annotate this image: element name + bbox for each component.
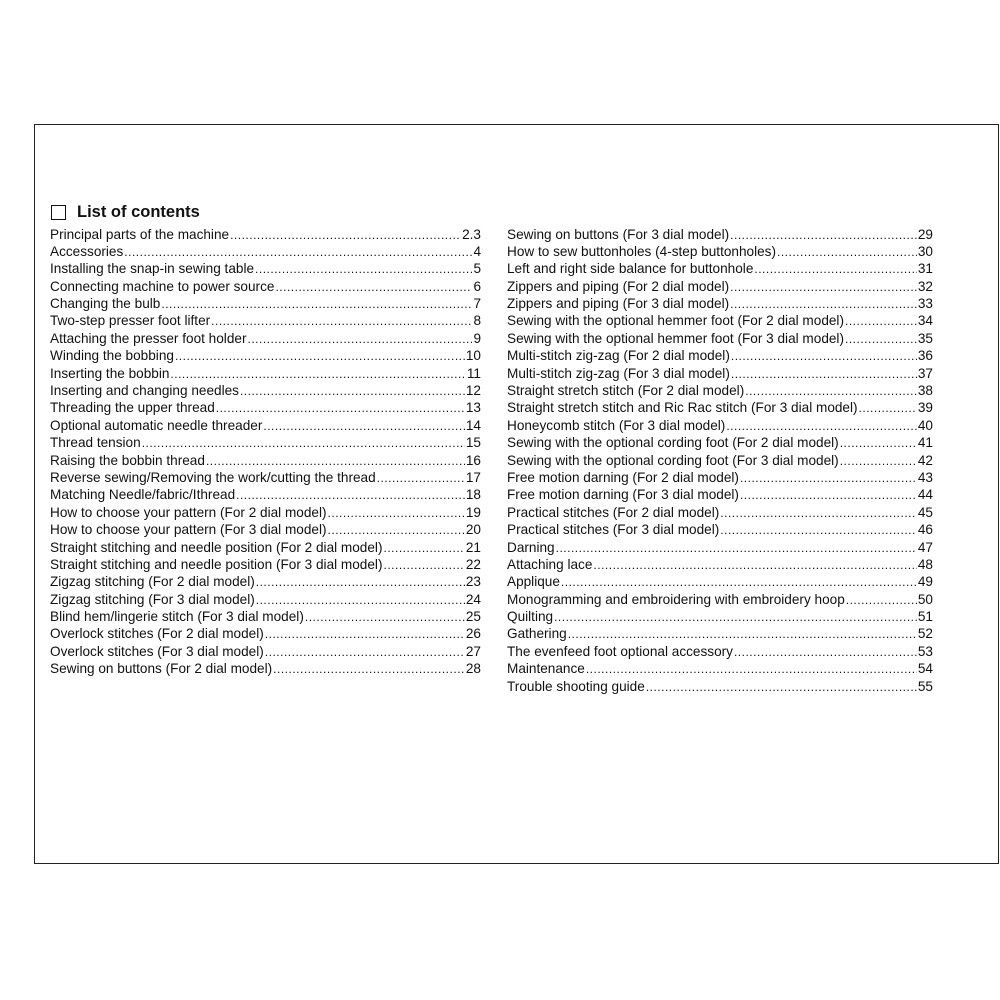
toc-entry-page: 54 — [917, 661, 933, 677]
toc-entry-page: 17 — [465, 469, 481, 485]
toc-entry-page: 27 — [465, 643, 481, 659]
toc-entry — [507, 278, 933, 295]
toc-entry — [50, 556, 481, 573]
toc-entry — [50, 625, 481, 642]
toc-dot-leader — [377, 470, 465, 486]
toc-entry-title: Gathering — [507, 626, 567, 642]
toc-dot-leader — [720, 505, 917, 521]
toc-dot-leader — [845, 313, 917, 329]
toc-entry-title: How to sew buttonholes (4-step buttonholes) — [507, 243, 777, 259]
toc-entry-page: 6 — [473, 278, 481, 294]
toc-dot-leader — [255, 261, 472, 277]
toc-dot-leader — [556, 540, 917, 556]
toc-entry-page: 15 — [465, 435, 481, 451]
toc-entry-title: Monogramming and embroidering with embroidery hoop — [507, 591, 845, 607]
toc-dot-leader — [754, 261, 917, 277]
toc-entry-page: 18 — [465, 487, 481, 503]
toc-entry-page: 28 — [465, 661, 481, 677]
toc-entry-page: 41 — [917, 435, 933, 451]
toc-entry-page: 5 — [473, 261, 481, 277]
toc-entry — [507, 260, 933, 277]
toc-entry — [507, 347, 933, 364]
toc-entry-title: Reverse sewing/Removing the work/cutting the thread — [50, 469, 376, 485]
toc-entry-page: 44 — [917, 487, 933, 503]
toc-entry-title: Multi-stitch zig-zag (For 3 dial model) — [507, 365, 730, 381]
toc-entry — [50, 260, 481, 277]
toc-entry-title: Trouble shooting guide — [507, 678, 645, 694]
toc-dot-leader — [211, 313, 472, 329]
toc-entry-page: 52 — [917, 626, 933, 642]
toc-entry — [507, 226, 933, 243]
toc-dot-leader — [840, 453, 917, 469]
toc-entry-title: Thread tension — [50, 435, 141, 451]
toc-entry-page: 23 — [465, 574, 481, 590]
toc-dot-leader — [646, 679, 917, 695]
toc-dot-leader — [726, 418, 917, 434]
contents-heading — [51, 203, 200, 222]
toc-dot-leader — [124, 244, 472, 260]
toc-entry-page: 43 — [917, 469, 933, 485]
toc-dot-leader — [170, 366, 465, 382]
toc-dot-leader — [586, 661, 917, 677]
toc-dot-leader — [305, 609, 465, 625]
toc-dot-leader — [256, 592, 465, 608]
toc-dot-leader — [840, 435, 917, 451]
toc-entry-page: 26 — [465, 626, 481, 642]
toc-entry-title: Overlock stitches (For 3 dial model) — [50, 643, 264, 659]
toc-entry-title: Sewing on buttons (For 3 dial model) — [507, 226, 730, 242]
toc-dot-leader — [236, 487, 465, 503]
toc-dot-leader — [275, 279, 472, 295]
toc-entry — [507, 295, 933, 312]
toc-entry — [507, 625, 933, 642]
toc-entry-page: 8 — [473, 313, 481, 329]
toc-dot-leader — [740, 470, 917, 486]
toc-entry — [50, 660, 481, 677]
toc-entry-page: 21 — [465, 539, 481, 555]
toc-entry-title: Practical stitches (For 3 dial model) — [507, 522, 720, 538]
toc-entry-title: Maintenance — [507, 661, 585, 677]
toc-entry — [507, 643, 933, 660]
toc-entry-title: Installing the snap-in sewing table — [50, 261, 255, 277]
toc-entry — [50, 382, 481, 399]
toc-entry-page: 55 — [917, 678, 933, 694]
toc-entry-page: 51 — [917, 609, 933, 625]
toc-entry — [50, 608, 481, 625]
toc-entry — [507, 417, 933, 434]
toc-entry — [50, 643, 481, 660]
toc-entry-title: Attaching the presser foot holder — [50, 330, 247, 346]
toc-entry-title: Sewing with the optional hemmer foot (For 3 dial model) — [507, 330, 844, 346]
toc-entry — [50, 365, 481, 382]
toc-entry-page: 24 — [465, 591, 481, 607]
toc-entry-title: Connecting machine to power source — [50, 278, 275, 294]
toc-entry-page: 16 — [465, 452, 481, 468]
toc-entry-page: 19 — [465, 504, 481, 520]
toc-entry — [507, 243, 933, 260]
toc-entry-title: Two-step presser foot lifter — [50, 313, 211, 329]
toc-entry-page: 11 — [466, 365, 481, 381]
toc-entry-title: How to choose your pattern (For 3 dial model) — [50, 522, 327, 538]
toc-entry-title: Straight stitching and needle position (For 3 dial model) — [50, 556, 383, 572]
toc-entry — [507, 469, 933, 486]
toc-entry-title: Optional automatic needle threader — [50, 417, 263, 433]
toc-entry-page: 50 — [917, 591, 933, 607]
toc-dot-leader — [846, 592, 917, 608]
toc-entry — [507, 504, 933, 521]
toc-entry-title: Zippers and piping (For 2 dial model) — [507, 278, 730, 294]
toc-dot-leader — [240, 383, 465, 399]
toc-dot-leader — [265, 644, 465, 660]
toc-entry-page: 49 — [917, 574, 933, 590]
toc-dot-leader — [142, 435, 465, 451]
toc-entry — [507, 330, 933, 347]
toc-right-column — [507, 226, 933, 696]
toc-dot-leader — [561, 574, 917, 590]
toc-entry-title: How to choose your pattern (For 2 dial model) — [50, 504, 327, 520]
toc-entry-page: 39 — [917, 400, 933, 416]
toc-entry-page: 35 — [917, 330, 933, 346]
toc-entry — [50, 452, 481, 469]
toc-entry-page: 9 — [473, 330, 481, 346]
toc-dot-leader — [777, 244, 917, 260]
toc-entry — [50, 278, 481, 295]
toc-dot-leader — [383, 557, 464, 573]
toc-dot-leader — [206, 453, 465, 469]
toc-entry — [507, 399, 933, 416]
toc-entry-page: 45 — [917, 504, 933, 520]
toc-entry-title: Multi-stitch zig-zag (For 2 dial model) — [507, 348, 730, 364]
toc-entry-page: 7 — [473, 296, 481, 312]
toc-dot-leader — [161, 296, 472, 312]
toc-entry — [507, 591, 933, 608]
toc-entry-title: Principal parts of the machine — [50, 226, 230, 242]
toc-entry-page: 37 — [917, 365, 933, 381]
toc-dot-leader — [745, 383, 917, 399]
toc-entry — [50, 573, 481, 590]
toc-dot-leader — [845, 331, 917, 347]
toc-dot-leader — [247, 331, 472, 347]
toc-entry-title: Straight stitching and needle position (For 2 dial model) — [50, 539, 383, 555]
toc-dot-leader — [175, 348, 465, 364]
toc-entry — [507, 608, 933, 625]
toc-entry — [50, 295, 481, 312]
toc-entry-page: 10 — [465, 348, 481, 364]
toc-dot-leader — [731, 366, 917, 382]
toc-entry-page: 46 — [917, 522, 933, 538]
toc-entry-title: The evenfeed foot optional accessory — [507, 643, 733, 659]
toc-entry-title: Darning — [507, 539, 555, 555]
toc-dot-leader — [230, 227, 461, 243]
checkbox-square-icon — [51, 205, 66, 220]
toc-entry-page: 33 — [917, 296, 933, 312]
toc-entry — [507, 573, 933, 590]
toc-entry — [50, 521, 481, 538]
toc-entry-title: Applique — [507, 574, 560, 590]
toc-entry — [50, 399, 481, 416]
toc-entry-title: Honeycomb stitch (For 3 dial model) — [507, 417, 726, 433]
toc-entry — [507, 312, 933, 329]
toc-entry-title: Sewing on buttons (For 2 dial model) — [50, 661, 273, 677]
toc-entry-page: 48 — [917, 556, 933, 572]
toc-entry-title: Accessories — [50, 243, 124, 259]
toc-entry-title: Changing the bulb — [50, 296, 161, 312]
toc-dot-leader — [328, 522, 465, 538]
toc-entry — [507, 539, 933, 556]
toc-entry-title: Inserting the bobbin — [50, 365, 170, 381]
toc-dot-leader — [859, 400, 917, 416]
toc-entry-title: Zigzag stitching (For 3 dial model) — [50, 591, 255, 607]
toc-left-column — [50, 226, 481, 678]
toc-entry — [507, 660, 933, 677]
toc-entry-page: 14 — [465, 417, 481, 433]
toc-entry — [50, 539, 481, 556]
toc-dot-leader — [730, 279, 917, 295]
toc-entry — [50, 591, 481, 608]
toc-dot-leader — [740, 487, 917, 503]
toc-entry-title: Matching Needle/fabric/Ithread — [50, 487, 236, 503]
toc-entry-page: 29 — [917, 226, 933, 242]
toc-entry-page: 30 — [917, 243, 933, 259]
toc-entry — [507, 678, 933, 695]
toc-dot-leader — [273, 661, 465, 677]
toc-entry-title: Straight stretch stitch (For 2 dial model) — [507, 383, 745, 399]
toc-dot-leader — [731, 348, 917, 364]
toc-entry — [50, 243, 481, 260]
toc-dot-leader — [263, 418, 465, 434]
toc-entry-title: Free motion darning (For 3 dial model) — [507, 487, 739, 503]
toc-entry-title: Blind hem/lingerie stitch (For 3 dial model) — [50, 609, 304, 625]
toc-entry — [50, 434, 481, 451]
toc-entry — [507, 486, 933, 503]
toc-entry — [50, 330, 481, 347]
toc-dot-leader — [256, 574, 465, 590]
toc-entry-title: Inserting and changing needles — [50, 383, 239, 399]
toc-entry-title: Winding the bobbing — [50, 348, 174, 364]
toc-dot-leader — [554, 609, 917, 625]
toc-entry — [50, 312, 481, 329]
toc-entry-page: 13 — [465, 400, 481, 416]
toc-entry-title: Left and right side balance for buttonhole — [507, 261, 754, 277]
toc-entry-page: 2.3 — [462, 226, 481, 242]
toc-entry — [507, 556, 933, 573]
toc-dot-leader — [720, 522, 917, 538]
toc-entry — [50, 417, 481, 434]
toc-dot-leader — [730, 227, 917, 243]
toc-entry-page: 4 — [473, 243, 481, 259]
toc-entry — [507, 382, 933, 399]
toc-dot-leader — [568, 626, 917, 642]
toc-entry-title: Sewing with the optional hemmer foot (For 2 dial model) — [507, 313, 844, 329]
toc-entry — [50, 469, 481, 486]
toc-entry — [507, 452, 933, 469]
toc-dot-leader — [328, 505, 465, 521]
toc-entry-page: 34 — [917, 313, 933, 329]
toc-entry-page: 53 — [917, 643, 933, 659]
toc-entry — [507, 521, 933, 538]
toc-entry — [507, 434, 933, 451]
contents-heading-text: List of contents — [77, 203, 200, 221]
toc-dot-leader — [730, 296, 917, 312]
toc-entry-title: Overlock stitches (For 2 dial model) — [50, 626, 264, 642]
toc-dot-leader — [216, 400, 465, 416]
toc-entry-title: Sewing with the optional cording foot (For 3 dial model) — [507, 452, 839, 468]
toc-entry-title: Raising the bobbin thread — [50, 452, 205, 468]
toc-dot-leader — [383, 540, 464, 556]
toc-entry-title: Zigzag stitching (For 2 dial model) — [50, 574, 255, 590]
toc-entry — [50, 347, 481, 364]
toc-entry-title: Sewing with the optional cording foot (For 2 dial model) — [507, 435, 839, 451]
toc-entry-page: 42 — [917, 452, 933, 468]
toc-entry-title: Zippers and piping (For 3 dial model) — [507, 296, 730, 312]
toc-dot-leader — [734, 644, 917, 660]
toc-entry — [50, 226, 481, 243]
toc-entry-page: 31 — [917, 261, 933, 277]
toc-entry-title: Threading the upper thread — [50, 400, 215, 416]
toc-entry-title: Practical stitches (For 2 dial model) — [507, 504, 720, 520]
toc-entry — [50, 504, 481, 521]
toc-entry-title: Free motion darning (For 2 dial model) — [507, 469, 739, 485]
toc-entry-page: 12 — [465, 383, 481, 399]
toc-dot-leader — [265, 626, 465, 642]
toc-entry — [50, 486, 481, 503]
toc-entry-page: 40 — [917, 417, 933, 433]
toc-entry-page: 32 — [917, 278, 933, 294]
toc-entry-page: 47 — [917, 539, 933, 555]
toc-entry-title: Straight stretch stitch and Ric Rac stitch (For 3 dial model) — [507, 400, 858, 416]
toc-entry-page: 36 — [917, 348, 933, 364]
toc-entry-page: 22 — [465, 556, 481, 572]
toc-entry-page: 25 — [465, 609, 481, 625]
toc-entry-page: 38 — [917, 383, 933, 399]
toc-dot-leader — [593, 557, 916, 573]
toc-entry-title: Attaching lace — [507, 556, 593, 572]
toc-entry-page: 20 — [465, 522, 481, 538]
toc-entry — [507, 365, 933, 382]
toc-entry-title: Quilting — [507, 609, 554, 625]
